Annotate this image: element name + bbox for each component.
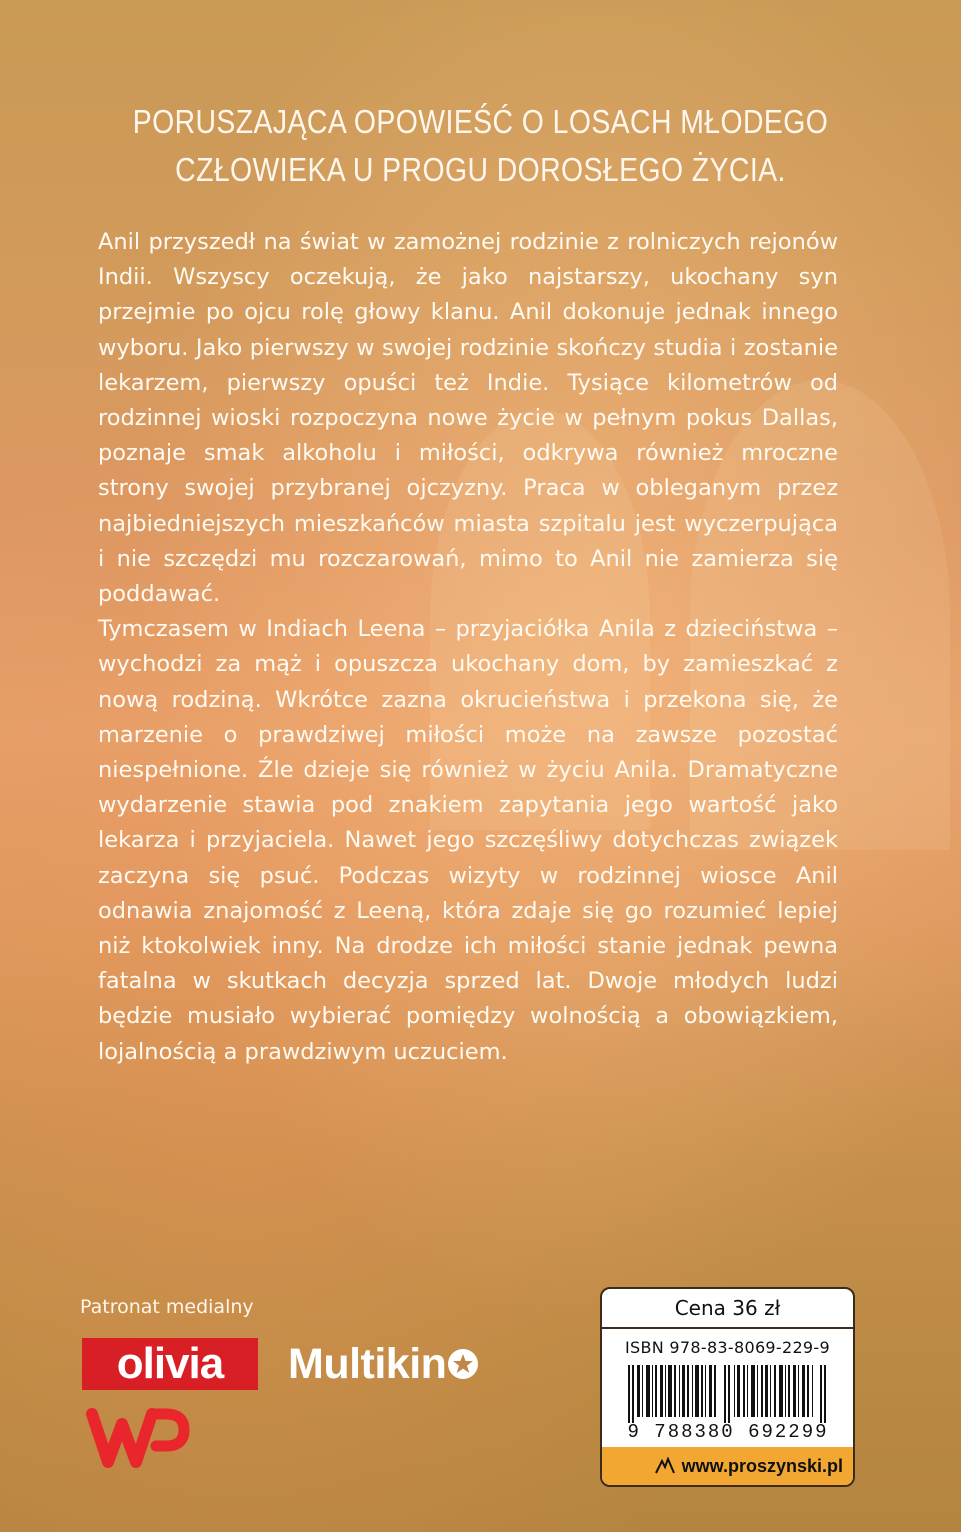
blurb-paragraph-2: Tymczasem w Indiach Leena – przyjaciółka Anila z dzieciństwa – wychodzi za mąż i opuszcza ukochany dom, by zamieszkać z nową rodziną. Wkrótce zazna okrucieństwa i przekona się, że marzenie o prawdziwej miłości może na zawsze pozostać niespełnione. Źle dzieje się również w życiu Anila. Dramatyczne wydarzenie stawia pod znakiem zapytania jego wartość jako lekarza i przyjaciela. Nawet jego szczęśliwy dotychczas związek zaczyna się psuć. Podczas wizyty w rodzinnej wiosce Anil odnawia znajomość z Leeną, która zdaje się go rozumieć lepiej niż ktokolwiek inny. Na drodze ich miłości stanie jednak pewna fatalna w skutkach decyzja sprzed lat. Dwoje młodych ludzi będzie musiało wybierać pomiędzy wolnością a obowiązkiem, lojalnością a prawdziwym uczuciem. bbox=[98, 616, 838, 1065]
barcode-digits: 9 788380 692299 bbox=[627, 1421, 829, 1443]
multikino-wordmark: Multikin bbox=[288, 1340, 447, 1388]
multikino-logo bbox=[288, 1336, 478, 1392]
media-patronage-label: Patronat medialny bbox=[80, 1296, 254, 1318]
barcode-image bbox=[624, 1365, 832, 1423]
wp-logo bbox=[86, 1404, 190, 1474]
blurb-text bbox=[98, 225, 838, 1070]
price-label: Cena 36 zł bbox=[602, 1289, 853, 1329]
publisher-logo-icon bbox=[654, 1457, 676, 1475]
tagline-line-2: CZŁOWIEKA U PROGU DOROSŁEGO ŻYCIA. bbox=[175, 151, 786, 188]
blurb-paragraph-1: Anil przyszedł na świat w zamożnej rodzinie z rolniczych rejonów Indii. Wszyscy oczekują, że jako najstarszy, ukochany syn przejmie po ojcu rolę głowy klanu. Anil dokonuje jednak innego wyboru. Jako pierwszy w swojej rodzinie skończy studia i zostanie lekarzem, pierwszy opuści też Indie. Tysiące kilometrów od rodzinnej wioski rozpoczyna nowe życie w pełnym pokus Dallas, poznaje smak alkoholu i miłości, odkrywa również mroczne strony swojej przybranej ojczyzny. Praca w obleganym przez najbiedniejszych mieszkańców miasta szpitalu jest wyczerpująca i nie szczędzi mu rozczarowań, mimo to Anil nie zamierza się poddawać. bbox=[98, 229, 838, 608]
olivia-logo: olivia bbox=[82, 1338, 258, 1390]
tagline-headline bbox=[119, 98, 842, 194]
star-icon bbox=[448, 1349, 478, 1379]
publisher-website-label: www.proszynski.pl bbox=[681, 1455, 843, 1476]
publisher-website bbox=[602, 1447, 853, 1485]
tagline-line-1: PORUSZAJĄCA OPOWIEŚĆ O LOSACH MŁODEGO bbox=[132, 103, 829, 140]
isbn-price-box bbox=[600, 1287, 855, 1487]
isbn-number: ISBN 978-83-8069-229-9 bbox=[625, 1338, 830, 1357]
